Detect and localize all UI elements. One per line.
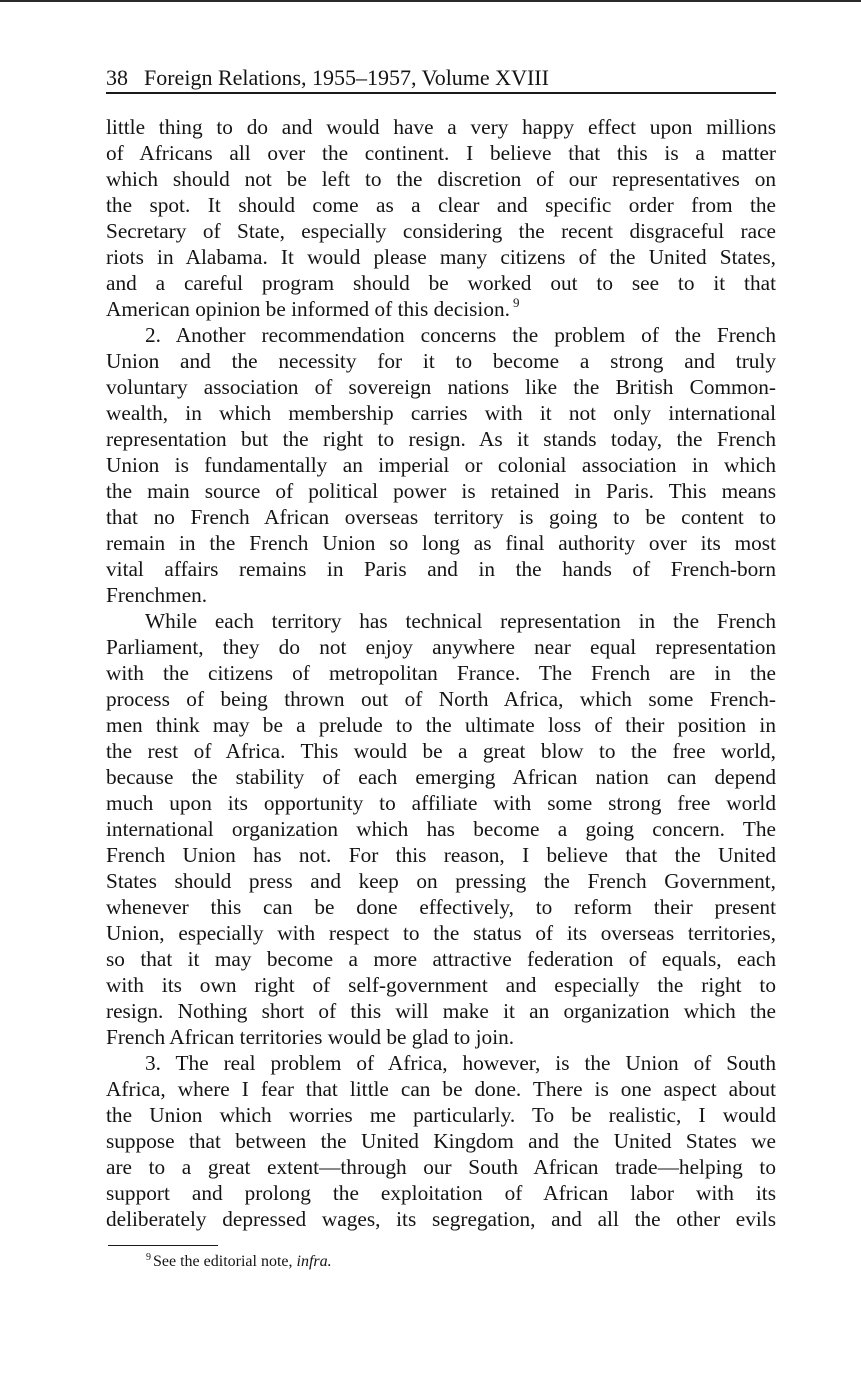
text-line: Africa, where I fear that little can be done. There is one aspect about (106, 1077, 776, 1101)
text-line: vital affairs remains in Paris and in the hands of French-born (106, 557, 776, 581)
text-line: process of being thrown out of North Africa, which some French- (106, 687, 776, 711)
text-line: which should not be left to the discretion of our representatives on (106, 167, 776, 191)
text-line: Union and the necessity for it to become a strong and truly (106, 349, 776, 373)
text-line: support and prolong the exploitation of African labor with its (106, 1181, 776, 1205)
text-line: because the stability of each emerging African nation can depend (106, 765, 776, 789)
page-number: 38 (106, 65, 128, 90)
text-line: so that it may become a more attractive federation of equals, each (106, 947, 776, 971)
top-border-rule (0, 0, 861, 2)
footnote-emphasis: infra. (296, 1253, 332, 1270)
running-head (106, 64, 776, 94)
body-text (106, 114, 776, 1232)
text-line: the main source of political power is retained in Paris. This means (106, 479, 776, 503)
footnote-reference: 9 (512, 296, 520, 310)
running-title: Foreign Relations, 1955–1957, Volume XVIII (144, 65, 549, 90)
text-line: little thing to do and would have a very happy effect upon millions (106, 115, 776, 139)
text-line: remain in the French Union so long as final authority over its most (106, 531, 776, 555)
text-line: men think may be a prelude to the ultimate loss of their position in (106, 713, 776, 737)
text-line: are to a great extent—through our South African trade—helping to (106, 1155, 776, 1179)
text-line: Secretary of State, especially considering the recent disgraceful race (106, 219, 776, 243)
footnote-mark: 9 (146, 1252, 151, 1263)
text-line: American opinion be informed of this decision. (106, 297, 510, 321)
text-line: that no French African overseas territory is going to be content to (106, 505, 776, 529)
text-line: the rest of Africa. This would be a great blow to the free world, (106, 739, 776, 763)
text-line: riots in Alabama. It would please many citizens of the United States, (106, 245, 776, 269)
paragraph-start-line: While each territory has technical representation in the French (145, 609, 776, 633)
footnote-rule (108, 1245, 218, 1246)
footnote-text: See the editorial note, (153, 1253, 297, 1270)
text-line: voluntary association of sovereign nations like the British Common- (106, 375, 776, 399)
text-line: the spot. It should come as a clear and specific order from the (106, 193, 776, 217)
text-line: resign. Nothing short of this will make it an organization which the (106, 999, 776, 1023)
footnote (146, 1252, 332, 1272)
text-line: deliberately depressed wages, its segregation, and all the other evils (106, 1207, 776, 1231)
text-line-with-footnote (106, 296, 776, 322)
text-line: suppose that between the United Kingdom and the United States we (106, 1129, 776, 1153)
text-line: the Union which worries me particularly. To be realistic, I would (106, 1103, 776, 1127)
text-line: Union is fundamentally an imperial or colonial association in which (106, 453, 776, 477)
text-line: much upon its opportunity to affiliate with some strong free world (106, 791, 776, 815)
text-line: French African territories would be glad to join. (106, 1025, 515, 1049)
text-line: French Union has not. For this reason, I believe that the United (106, 843, 776, 867)
text-line: wealth, in which membership carries with it not only international (106, 401, 776, 425)
text-line: Union, especially with respect to the status of its overseas territories, (106, 921, 776, 945)
text-line: with the citizens of metropolitan France. The French are in the (106, 661, 776, 685)
text-line: whenever this can be done effectively, to reform their present (106, 895, 776, 919)
text-line: Parliament, they do not enjoy anywhere near equal representation (106, 635, 776, 659)
text-line: States should press and keep on pressing the French Government, (106, 869, 776, 893)
text-line: of Africans all over the continent. I believe that this is a matter (106, 141, 776, 165)
paragraph-start-line: 2. Another recommendation concerns the problem of the French (145, 323, 776, 347)
text-line: with its own right of self-government and especially the right to (106, 973, 776, 997)
text-line: representation but the right to resign. As it stands today, the French (106, 427, 776, 451)
text-line: international organization which has become a going concern. The (106, 817, 776, 841)
paragraph-start-line: 3. The real problem of Africa, however, is the Union of South (145, 1051, 776, 1075)
text-line: Frenchmen. (106, 583, 208, 607)
text-line: and a careful program should be worked out to see to it that (106, 271, 776, 295)
